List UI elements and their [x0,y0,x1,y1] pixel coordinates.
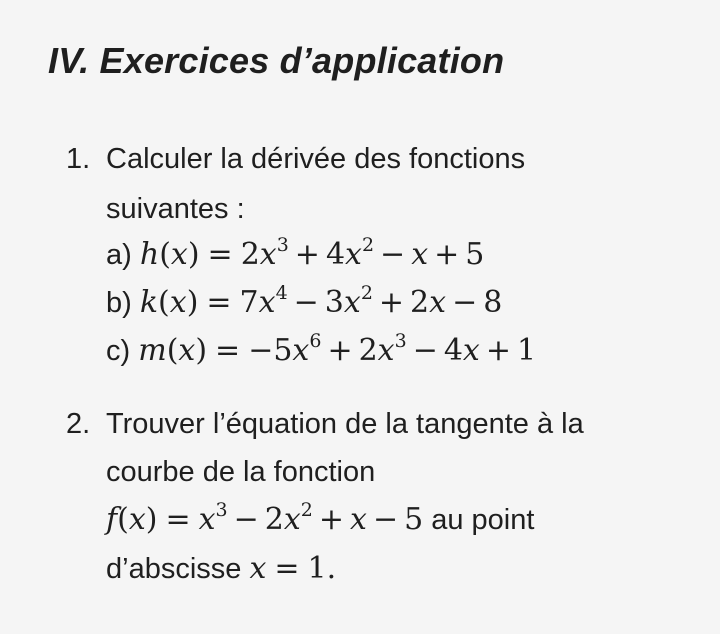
item-c-label: c) [106,335,131,367]
exercise-1-number: 1. [66,143,91,175]
exercise-2-line4 [106,551,336,586]
item-a-label: a) [106,239,132,271]
item-c-formula: $m(x) = -5x^6 + 2x^3 - 4x + 1$ [138,330,537,368]
exercise-1-item-a [106,234,485,272]
exercise-2-line3 [106,499,535,537]
exercise-2-line1: Trouver l’équation de la tangente à la [106,408,584,440]
exercise-1-item-c [106,330,537,368]
exercise-2-function-formula: $f(x) = x^3 - 2x^2 + x - 5$ [106,499,424,537]
item-a-formula: $h(x) = 2x^3 + 4x^2 - x + 5$ [139,234,485,272]
exercise-2-point-formula: x = 1. [249,551,337,586]
exercise-2-line2: courbe de la fonction [106,456,376,488]
exercise-2-after-formula: au point [431,504,535,536]
exercise-2-number: 2. [66,408,91,440]
exercise-1-intro-line1: Calculer la dérivée des fonctions [106,143,526,175]
exercise-1-intro-line2: suivantes : [106,193,245,225]
item-b-label: b) [106,287,132,319]
exercise-1-item-b [106,282,503,320]
item-b-formula: $k(x) = 7x^4 - 3x^2 + 2x - 8$ [139,282,503,320]
section-title: IV. Exercices d’application [48,40,505,81]
exercise-2-abscissa-label: d’abscisse [106,553,242,585]
